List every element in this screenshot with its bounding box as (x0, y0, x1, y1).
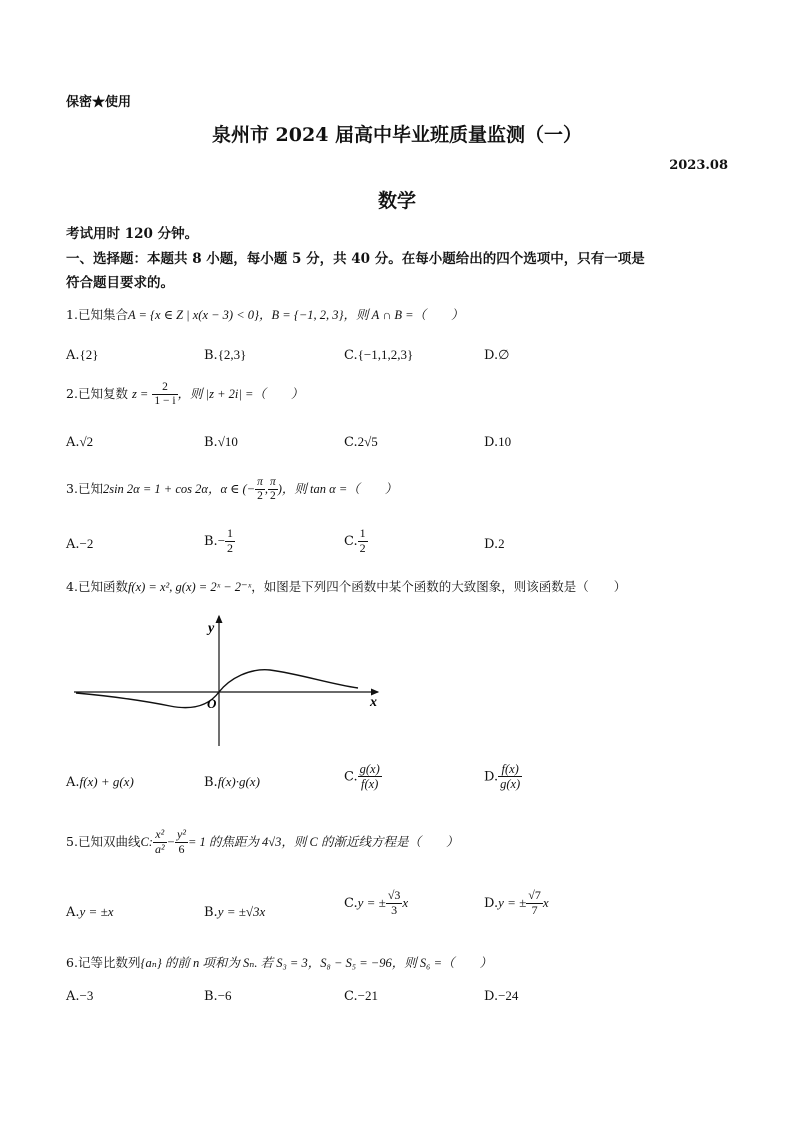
q2-option-d: D.10 (484, 434, 512, 450)
question-3: 3.已知2sin 2α = 1 + cos 2α，α ∈ (− $\frac{\pi}{2}$ , $\frac{\pi}{2}$ )，则 tan α =（ ） (66, 476, 398, 503)
question-5: 5.已知双曲线C: $\frac{\text{x²}}{\text{a²}}$ − $\frac{\text{y²}}{6}$ = 1 的焦距为 4√3，则 C 的渐近线方程是（ ） (66, 827, 459, 856)
exam-date: 2023.08 (669, 158, 728, 173)
function-graph (70, 612, 390, 752)
q6-option-b: B.−6 (204, 988, 232, 1004)
q1-option-b: B.{2,3} (204, 347, 247, 363)
q2-fraction: $\frac{2}{1 - i}$ (154, 381, 176, 408)
q3-option-a: A.−2 (66, 536, 94, 552)
exam-title: 泉州市 2024 届高中毕业班质量监测（一） (211, 124, 583, 146)
q3-option-d: D.2 (484, 536, 505, 552)
q4-option-c: C. $\frac{g(x)}{f(x)}$ (344, 762, 380, 792)
function-curve (76, 670, 358, 708)
q5-option-b: B.y = ±√3x (204, 904, 266, 920)
q5-option-c: C.y = ± $\frac{√3}{3}$ x (344, 888, 409, 917)
q2-option-a: A.√2 (66, 434, 94, 450)
q1-sets: A = {x ∈ Z | x(x − 3) < 0}，B = {−1, 2, 3}，则 A ∩ B =（ ） (127, 308, 464, 322)
section-instructions-line1: 一、选择题：本题共 8 小题，每小题 5 分，共 40 分。在每小题给出的四个选项中，只有一项是 (66, 251, 645, 267)
exam-time-note: 考试用时 120 分钟。 (66, 226, 199, 242)
q6-option-c: C.−21 (344, 988, 378, 1004)
question-6: 6.记等比数列{aₙ} 的前 n 项和为 Sₙ. 若 S₃ = 3，S₈ − S₅ = −96，则 S₆ =（ ） (66, 955, 493, 970)
confidential-label: 保密★使用 (66, 95, 132, 110)
q6-option-a: A.−3 (66, 988, 94, 1004)
q5-option-d: D.y = ± $\frac{√7}{7}$ x (484, 888, 549, 917)
q2-option-b: B.√10 (204, 434, 238, 450)
q1-option-c: C.{−1,1,2,3} (344, 347, 414, 363)
q4-option-d: D. $\frac{f(x)}{g(x)}$ (484, 762, 521, 792)
q1-option-d: D.∅ (484, 347, 510, 363)
q2-option-c: C.2√5 (344, 434, 378, 450)
q5-option-a: A.y = ±x (66, 904, 114, 920)
q4-option-b: B.f(x)·g(x) (204, 774, 260, 790)
q4-option-a: A.f(x) + g(x) (66, 774, 134, 790)
q6-option-d: D.−24 (484, 988, 519, 1004)
question-4: 4.已知函数f(x) = x², g(x) = 2ˣ − 2⁻ˣ，如图是下列四个函数中某个函数的大致图象，则该函数是（ ） (66, 579, 627, 594)
origin-label: O (207, 696, 217, 711)
q3-option-c: C. $\frac{1}{2}$ (344, 526, 366, 555)
subject-title: 数学 (377, 190, 416, 212)
x-axis-label: x (370, 695, 377, 710)
section-instructions-line2: 符合题目要求的。 (66, 275, 174, 291)
q1-option-a: A.{2} (66, 347, 99, 363)
y-axis-label: y (208, 621, 215, 636)
question-2: 2.已知复数 z = $\frac{2}{1 - i}$ ，则 |z + 2i| =（ ） (66, 381, 304, 408)
q3-option-b: B.− $\frac{1}{2}$ (204, 526, 234, 555)
question-1: 1.已知集合A = {x ∈ Z | x(x − 3) < 0}，B = {−1, 2, 3}，则 A ∩ B =（ ） (66, 307, 464, 322)
